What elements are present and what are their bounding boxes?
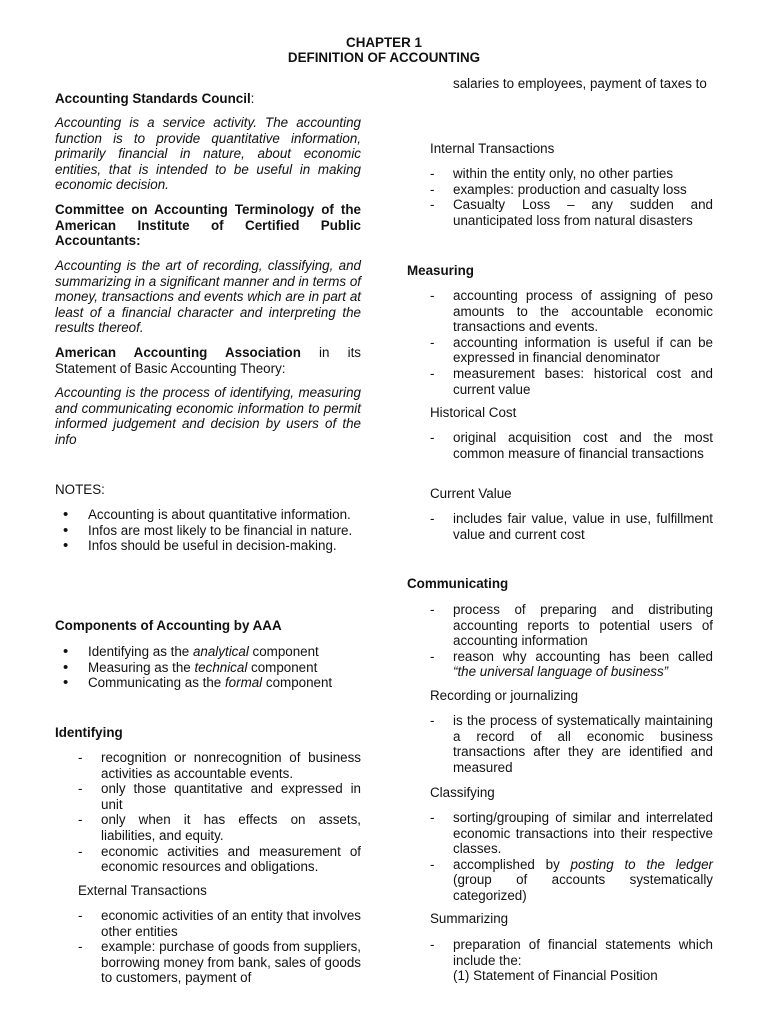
historical-cost-list	[430, 430, 713, 461]
internal-item: - Casualty Loss – any sudden and unanticipated loss from natural disasters	[430, 197, 713, 228]
communicating-text: reason why accounting has been called	[453, 648, 713, 664]
summarizing-item	[430, 937, 713, 984]
notes-item: • Infos are most likely to be financial in nature.	[55, 523, 361, 539]
classifying-item	[430, 857, 713, 904]
historical-cost-heading: Historical Cost	[430, 405, 517, 420]
component-item	[55, 660, 361, 676]
external-transactions-heading: External Transactions	[78, 883, 207, 898]
chapter-number: CHAPTER 1	[346, 35, 422, 50]
summarizing-heading: Summarizing	[430, 911, 509, 926]
classifying-heading: Classifying	[430, 785, 495, 800]
classifying-text: accomplished by	[453, 856, 571, 872]
component-item	[55, 644, 361, 660]
internal-transactions-heading: Internal Transactions	[430, 141, 555, 156]
external-item: - example: purchase of goods from suppliers, borrowing money from bank, sales of goods to customers, payment of	[78, 939, 361, 986]
classifying-list	[430, 810, 713, 904]
aaa-definition: Accounting is the process of identifying, measuring and communicating economic information to permit informed judgement and decision by users of the info	[55, 385, 361, 447]
component-emphasis: formal	[224, 675, 263, 691]
component-text: component	[262, 675, 333, 691]
component-emphasis: technical	[194, 659, 248, 675]
communicating-item: - process of preparing and distributing accounting reports to potential users of accounting information	[430, 602, 713, 649]
communicating-heading: Communicating	[407, 576, 509, 591]
identifying-item: - recognition or nonrecognition of business activities as accountable events.	[78, 750, 361, 781]
notes-list	[55, 507, 361, 554]
summarizing-text: preparation of financial statements which include the:	[453, 937, 713, 968]
measuring-list	[430, 288, 713, 397]
current-value-heading: Current Value	[430, 486, 512, 501]
recording-heading: Recording or journalizing	[430, 688, 579, 703]
identifying-item: - only when it has effects on assets, liabilities, and equity.	[78, 812, 361, 843]
current-value-list	[430, 511, 713, 542]
measuring-item: - accounting process of assigning of peso amounts to the accountable economic transactions and events.	[430, 288, 713, 335]
left-column	[55, 0, 361, 1024]
continued-text: salaries to employees, payment of taxes to	[453, 76, 707, 91]
components-list	[55, 644, 361, 691]
cat-heading: Committee on Accounting Terminology of the American Institute of Certified Public Accountants:	[55, 202, 361, 249]
identifying-item: - economic activities and measurement of economic resources and obligations.	[78, 844, 361, 875]
classifying-emphasis: posting to the ledger	[570, 856, 713, 872]
communicating-quote: “the universal language of business”	[453, 664, 669, 680]
recording-item: - is the process of systematically maintaining a record of all economic business transactions after they are identified and measured	[430, 713, 713, 775]
communicating-item	[430, 649, 713, 680]
asc-definition: Accounting is a service activity. The accounting function is to provide quantitative information, primarily financial in nature, about economic entities, that is intended to be useful in making economic decision.	[55, 115, 361, 193]
internal-item: - examples: production and casualty loss	[430, 182, 713, 198]
identifying-list	[78, 750, 361, 875]
cat-definition: Accounting is the art of recording, classifying, and summarizing in a significant manner and in terms of money, transactions and events which are in part at least of a financial character and interpreting the results thereof.	[55, 258, 361, 336]
notes-item: • Accounting is about quantitative information.	[55, 507, 361, 523]
summarizing-subitem: (1) Statement of Financial Position	[453, 968, 658, 984]
recording-list	[430, 713, 713, 775]
classifying-item: - sorting/grouping of similar and interrelated economic transactions into their respective classes.	[430, 810, 713, 857]
component-item	[55, 675, 361, 691]
asc-label: Accounting Standards Council	[55, 91, 251, 106]
measuring-item: - accounting information is useful if can be expressed in financial denominator	[430, 335, 713, 366]
right-column	[407, 0, 713, 1024]
component-text: Measuring as the	[88, 659, 195, 675]
classifying-text: (group of accounts systematically categorized)	[453, 872, 713, 903]
aaa-heading	[55, 345, 361, 376]
external-transactions-list	[78, 908, 361, 986]
aaa-label: American Accounting Association	[55, 345, 301, 360]
summarizing-list	[430, 937, 713, 984]
historical-cost-item: - original acquisition cost and the most common measure of financial transactions	[430, 430, 713, 461]
aaa-statement: in its Statement of Basic Accounting Theory:	[55, 345, 361, 376]
communicating-list	[430, 602, 713, 680]
measuring-item: - measurement bases: historical cost and current value	[430, 366, 713, 397]
identifying-item: - only those quantitative and expressed in unit	[78, 781, 361, 812]
component-text: component	[248, 644, 319, 659]
component-text: Communicating as the	[88, 675, 225, 691]
current-value-item: - includes fair value, value in use, fulfillment value and current cost	[430, 511, 713, 542]
identifying-heading: Identifying	[55, 725, 123, 740]
internal-item: - within the entity only, no other parties	[430, 166, 713, 182]
components-heading: Components of Accounting by AAA	[55, 618, 282, 633]
measuring-heading: Measuring	[407, 263, 474, 278]
chapter-title: DEFINITION OF ACCOUNTING	[287, 50, 481, 65]
component-emphasis: analytical	[192, 644, 249, 659]
asc-heading	[55, 91, 361, 107]
notes-item: • Infos should be useful in decision-making.	[55, 538, 361, 554]
component-text: component	[247, 659, 318, 675]
asc-colon: :	[250, 91, 255, 106]
component-text: Identifying as the	[88, 644, 193, 659]
notes-heading: NOTES:	[55, 482, 105, 497]
internal-transactions-list	[430, 166, 713, 228]
external-item: - economic activities of an entity that involves other entities	[78, 908, 361, 939]
